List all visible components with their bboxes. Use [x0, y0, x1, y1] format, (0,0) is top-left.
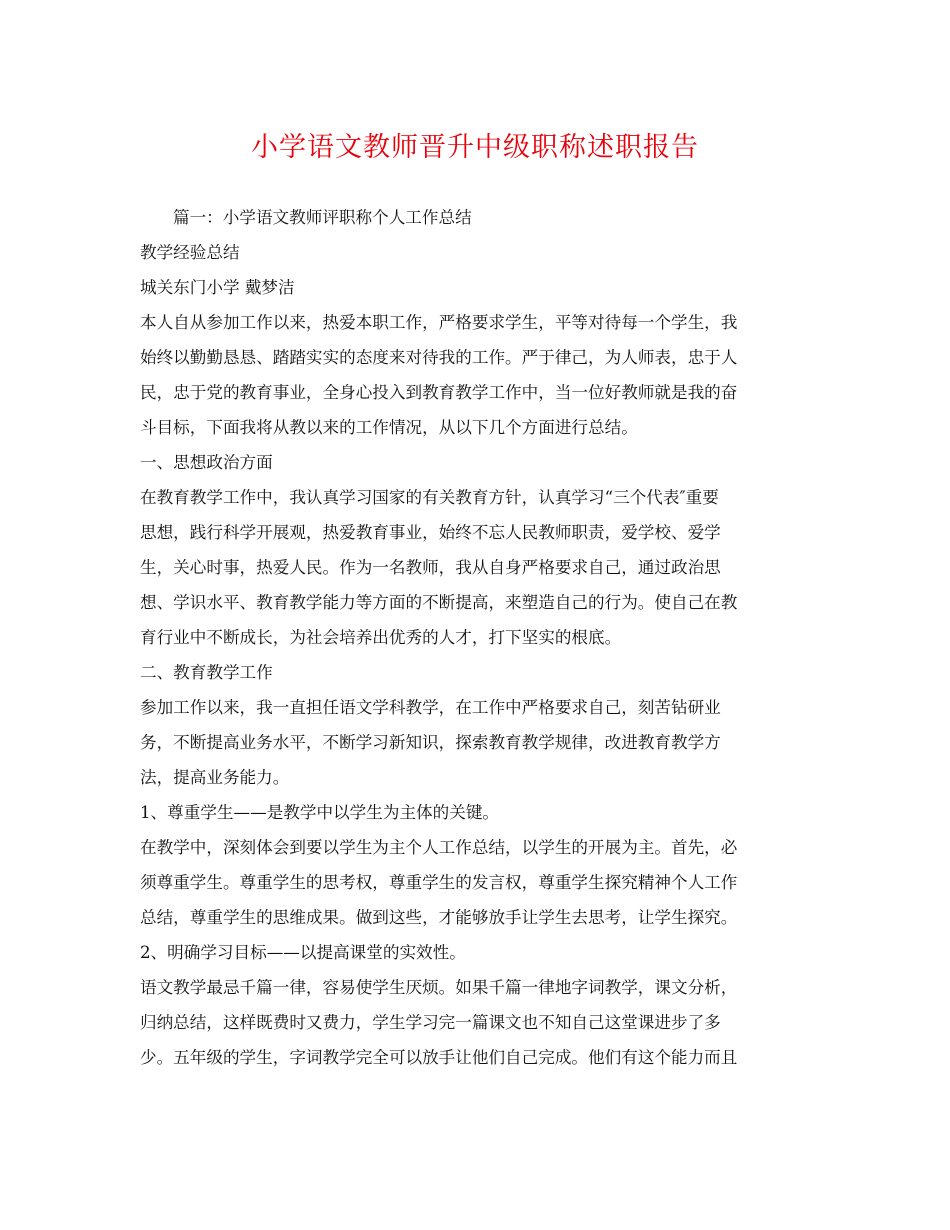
paragraph-line: 须尊重学生。尊重学生的思考权，尊重学生的发言权，尊重学生探究精神个人工作 — [140, 873, 738, 892]
author-line: 城关东门小学 戴梦洁 — [140, 278, 295, 297]
paragraph-line: 本人自从参加工作以来，热爱本职工作，严格要求学生，平等对待每一个学生，我 — [140, 313, 738, 332]
paragraph-line: 民，忠于党的教育事业，全身心投入到教育教学工作中，当一位好教师就是我的奋 — [140, 383, 738, 402]
paragraph-line: 在教学中，深刻体会到要以学生为主个人工作总结，以学生的开展为主。首先，必 — [140, 838, 738, 857]
section-heading: 二、教育教学工作 — [140, 663, 273, 682]
section-heading: 一、思想政治方面 — [140, 453, 273, 472]
paragraph-line: 法，提高业务能力。 — [140, 768, 290, 787]
section-heading-part-one: 篇一：小学语文教师评职称个人工作总结 — [173, 208, 472, 227]
paragraph-line: 总结，尊重学生的思维成果。做到这些，才能够放手让学生去思考，让学生探究。 — [140, 908, 738, 927]
paragraph-line: 育行业中不断成长，为社会培养出优秀的人才，打下坚实的根底。 — [140, 628, 622, 647]
paragraph-line: 在教育教学工作中，我认真学习国家的有关教育方针，认真学习“三个代表″重要 — [140, 488, 719, 507]
paragraph-line: 生，关心时事，热爱人民。作为一名教师，我从自身严格要求自己，通过政治思 — [140, 558, 721, 577]
subheading: 教学经验总结 — [140, 243, 240, 262]
document-body — [140, 200, 812, 1075]
paragraph-line: 始终以勤勤恳恳、踏踏实实的态度来对待我的工作。严于律己，为人师表，忠于人 — [140, 348, 738, 367]
paragraph-line: 务，不断提高业务水平，不断学习新知识，探索教育教学规律，改进教育教学方 — [140, 733, 721, 752]
numbered-heading: 2、明确学习目标——以提高课堂的实效性。 — [140, 943, 466, 962]
paragraph-line: 思想，践行科学开展观，热爱教育事业，始终不忘人民教师职责，爱学校、爱学 — [140, 523, 721, 542]
paragraph-line: 语文教学最忌千篇一律，容易使学生厌烦。如果千篇一律地字词教学，课文分析， — [140, 978, 738, 997]
document-title: 小学语文教师晋升中级职称述职报告 — [251, 132, 699, 163]
paragraph-line: 归纳总结，这样既费时又费力，学生学习完一篇课文也不知自己这堂课进步了多 — [140, 1013, 721, 1032]
paragraph-line: 想、学识水平、教育教学能力等方面的不断提高，来塑造自己的行为。使自己在教 — [140, 593, 738, 612]
numbered-heading: 1、尊重学生——是教学中以学生为主体的关键。 — [140, 803, 500, 822]
paragraph-line: 少。五年级的学生，字词教学完全可以放手让他们自己完成。他们有这个能力而且 — [140, 1048, 738, 1067]
paragraph-line: 参加工作以来，我一直担任语文学科教学，在工作中严格要求自己，刻苦钻研业 — [140, 698, 721, 717]
paragraph-line: 斗目标，下面我将从教以来的工作情况，从以下几个方面进行总结。 — [140, 418, 638, 437]
